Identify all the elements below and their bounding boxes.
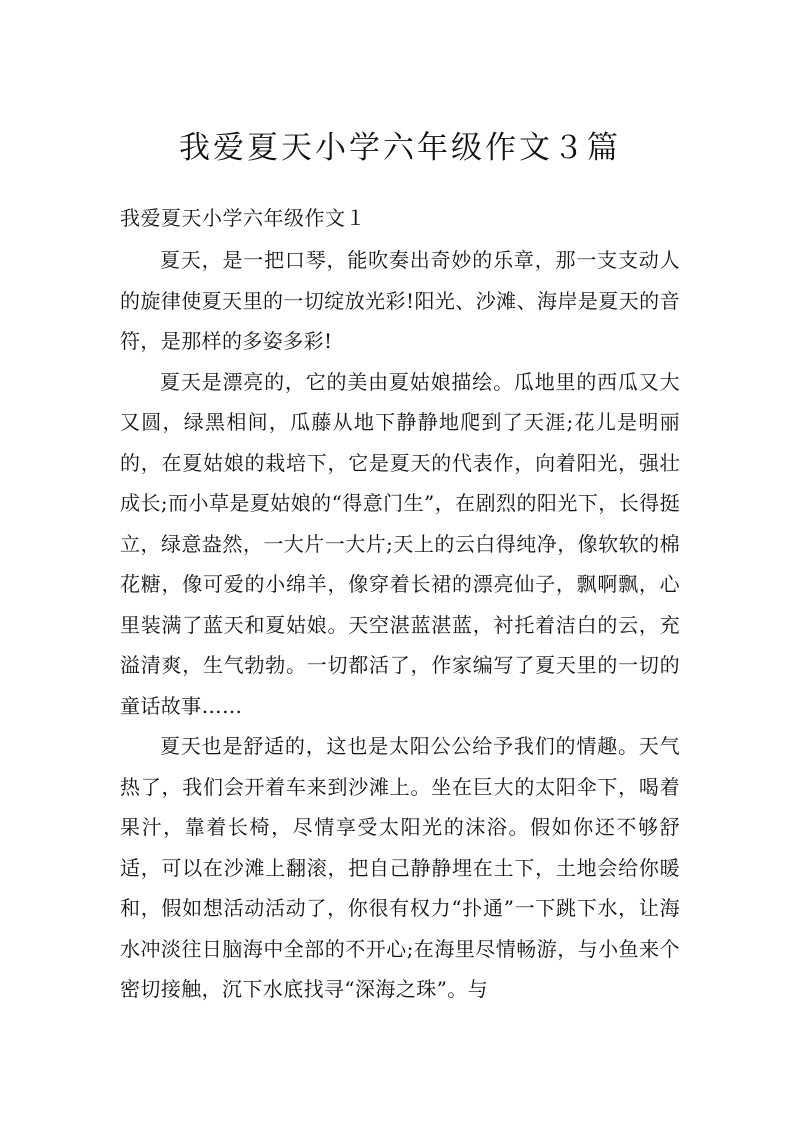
section-heading: 我爱夏天小学六年级作文１: [120, 206, 366, 230]
paragraph-3: 夏天也是舒适的，这也是太阳公公给予我们的情趣。天气热了，我们会开着车来到沙滩上。坐在巨大的太阳伞下，喝着果汁，靠着长椅，尽情享受太阳光的沫浴。假如你还不够舒适，可以在沙滩上翻滚，把自己静静埋在土下，土地会给你暖和，假如想活动活动了，你很有权力“扑通”一下跳下水，让海水冲淡往日脑海中全部的不开心;在海里尽情畅游，与小鱼来个密切接触，沉下水底找寻“深海之珠”。与: [120, 734, 680, 1001]
paragraph-1: 夏天，是一把口琴，能吹奏出奇妙的乐章，那一支支动人的旋律使夏天里的一切绽放光彩!阳光、沙滩、海岸是夏天的音符，是那样的多姿多彩!: [120, 248, 680, 353]
document-title: 我爱夏天小学六年级作文３篇: [179, 130, 621, 166]
paragraph-2: 夏天是漂亮的，它的美由夏姑娘描绘。瓜地里的西瓜又大又圆，绿黑相间，瓜藤从地下静静地爬到了天涯;花儿是明丽的，在夏姑娘的栽培下，它是夏天的代表作，向着阳光，强壮成长;而小草是夏姑娘的“得意门生”，在剧烈的阳光下，长得挺立，绿意盎然，一大片一大片;天上的云白得纯净，像软软的棉花糖，像可爱的小绵羊，像穿着长裙的漂亮仙子，飘啊飘，心里装满了蓝天和夏姑娘。天空湛蓝湛蓝，衬托着洁白的云，充溢清爽，生气勃勃。一切都活了，作家编写了夏天里的一切的童话故事……: [120, 369, 680, 718]
